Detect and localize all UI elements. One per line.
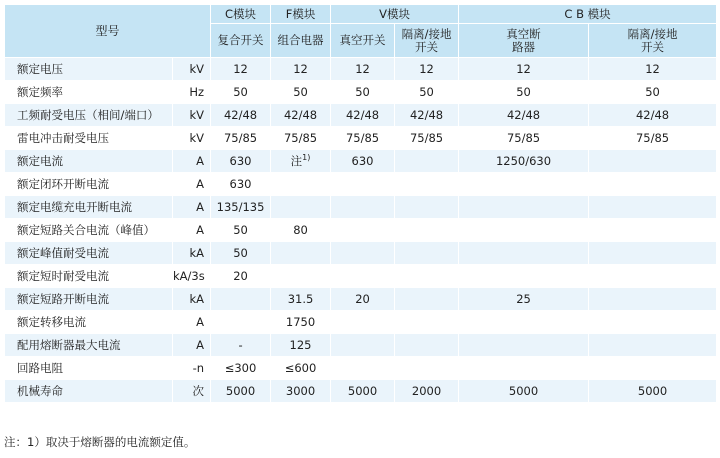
table-cell xyxy=(331,357,395,380)
unit-label: kV xyxy=(173,127,211,150)
unit-label: 次 xyxy=(173,380,211,403)
table-cell xyxy=(271,173,331,196)
table-cell xyxy=(589,311,717,334)
table-cell: 42/48 xyxy=(211,104,271,127)
unit-label: -n xyxy=(173,357,211,380)
table-cell xyxy=(271,196,331,219)
param-label: 工频耐受电压（相间/端口） xyxy=(5,104,173,127)
table-cell: 12 xyxy=(459,58,589,81)
table-cell xyxy=(459,242,589,265)
table-cell xyxy=(589,288,717,311)
table-cell xyxy=(331,196,395,219)
table-cell: 1750 xyxy=(271,311,331,334)
table-cell xyxy=(589,150,717,173)
table-body xyxy=(5,58,717,403)
table-cell xyxy=(331,334,395,357)
unit-label: kA xyxy=(173,242,211,265)
table-row xyxy=(5,127,717,150)
table-cell xyxy=(211,311,271,334)
table-cell: - xyxy=(211,334,271,357)
table-cell: 42/48 xyxy=(395,104,459,127)
unit-label: A xyxy=(173,196,211,219)
table-cell xyxy=(589,357,717,380)
table-cell xyxy=(589,196,717,219)
table-cell xyxy=(271,150,331,173)
footnote-marker: 1) xyxy=(302,153,311,163)
table-cell xyxy=(331,311,395,334)
table-cell xyxy=(395,196,459,219)
table-cell: 12 xyxy=(271,58,331,81)
param-label: 回路电阻 xyxy=(5,357,173,380)
table-cell xyxy=(395,242,459,265)
param-label: 机械寿命 xyxy=(5,380,173,403)
table-cell xyxy=(331,173,395,196)
cell-note: 注 xyxy=(290,154,303,168)
table-cell: 42/48 xyxy=(459,104,589,127)
table-row xyxy=(5,242,717,265)
unit-label: kA xyxy=(173,288,211,311)
table-cell: 12 xyxy=(395,58,459,81)
param-label: 配用熔断器最大电流 xyxy=(5,334,173,357)
table-row xyxy=(5,311,717,334)
table-cell: 50 xyxy=(211,219,271,242)
table-cell: ≤300 xyxy=(211,357,271,380)
table-cell: 31.5 xyxy=(271,288,331,311)
table-row xyxy=(5,104,717,127)
unit-label: Hz xyxy=(173,81,211,104)
table-cell xyxy=(589,173,717,196)
param-label: 额定短路开断电流 xyxy=(5,288,173,311)
table-cell: 80 xyxy=(271,219,331,242)
param-label: 雷电冲击耐受电压 xyxy=(5,127,173,150)
table-cell xyxy=(271,242,331,265)
table-cell: 50 xyxy=(271,81,331,104)
table-cell xyxy=(459,265,589,288)
table-cell xyxy=(395,265,459,288)
table-cell: 75/85 xyxy=(331,127,395,150)
table-cell: 1250/630 xyxy=(459,150,589,173)
table-cell: 12 xyxy=(331,58,395,81)
unit-label: A xyxy=(173,150,211,173)
table-cell: 5000 xyxy=(211,380,271,403)
footnote: 注：1）取决于熔断器的电流额定值。 xyxy=(4,435,196,449)
table-cell: 50 xyxy=(331,81,395,104)
table-cell: 75/85 xyxy=(589,127,717,150)
table-cell xyxy=(395,357,459,380)
table-cell xyxy=(459,357,589,380)
table-cell xyxy=(331,242,395,265)
unit-label: A xyxy=(173,173,211,196)
table-cell xyxy=(395,150,459,173)
table-cell xyxy=(459,173,589,196)
header-sub-1: 组合电器 xyxy=(271,24,331,58)
table-cell: 50 xyxy=(395,81,459,104)
table-cell: 75/85 xyxy=(459,127,589,150)
unit-label: kV xyxy=(173,104,211,127)
table-cell: 12 xyxy=(211,58,271,81)
header-sub-5: 隔离/接地 开关 xyxy=(589,24,717,58)
table-cell: 50 xyxy=(589,81,717,104)
unit-label: kA/3s xyxy=(173,265,211,288)
header-sub-2: 真空开关 xyxy=(331,24,395,58)
table-cell xyxy=(459,196,589,219)
table-cell xyxy=(589,219,717,242)
table-row xyxy=(5,150,717,173)
table-cell: 50 xyxy=(211,242,271,265)
table-cell: 25 xyxy=(459,288,589,311)
table-cell: ≤600 xyxy=(271,357,331,380)
unit-label: A xyxy=(173,311,211,334)
table-cell: 630 xyxy=(211,150,271,173)
header-group-f: F模块 xyxy=(271,5,331,24)
table-cell xyxy=(459,219,589,242)
table-row xyxy=(5,219,717,242)
table-cell: 125 xyxy=(271,334,331,357)
table-cell xyxy=(395,288,459,311)
table-cell: 3000 xyxy=(271,380,331,403)
unit-label: A xyxy=(173,334,211,357)
table-cell: 75/85 xyxy=(271,127,331,150)
table-cell xyxy=(331,219,395,242)
table-cell xyxy=(589,334,717,357)
param-label: 额定电缆充电开断电流 xyxy=(5,196,173,219)
table-row xyxy=(5,357,717,380)
table-row xyxy=(5,58,717,81)
table-cell: 135/135 xyxy=(211,196,271,219)
header-group-v: V模块 xyxy=(331,5,459,24)
table-row xyxy=(5,196,717,219)
table-cell: 42/48 xyxy=(589,104,717,127)
table-row xyxy=(5,380,717,403)
table-cell: 2000 xyxy=(395,380,459,403)
header-sub-3: 隔离/接地 开关 xyxy=(395,24,459,58)
unit-label: A xyxy=(173,219,211,242)
table-cell: 50 xyxy=(211,81,271,104)
table-cell xyxy=(331,265,395,288)
table-header xyxy=(5,5,717,58)
table-cell: 75/85 xyxy=(395,127,459,150)
table-cell: 42/48 xyxy=(271,104,331,127)
table-row xyxy=(5,334,717,357)
unit-label: kV xyxy=(173,58,211,81)
param-label: 额定电流 xyxy=(5,150,173,173)
table-cell: 630 xyxy=(211,173,271,196)
table-cell: 50 xyxy=(459,81,589,104)
table-row xyxy=(5,265,717,288)
table-cell xyxy=(395,173,459,196)
table-cell: 630 xyxy=(331,150,395,173)
table-cell: 12 xyxy=(589,58,717,81)
param-label: 额定峰值耐受电流 xyxy=(5,242,173,265)
table-cell xyxy=(395,219,459,242)
table-cell xyxy=(395,334,459,357)
table-row xyxy=(5,288,717,311)
header-sub-0: 复合开关 xyxy=(211,24,271,58)
table-cell: 42/48 xyxy=(331,104,395,127)
header-sub-4: 真空断 路器 xyxy=(459,24,589,58)
table-cell xyxy=(459,334,589,357)
header-group-c: C模块 xyxy=(211,5,271,24)
param-label: 额定电压 xyxy=(5,58,173,81)
table-row xyxy=(5,173,717,196)
table-cell: 5000 xyxy=(589,380,717,403)
param-label: 额定频率 xyxy=(5,81,173,104)
table-cell xyxy=(589,265,717,288)
spec-table xyxy=(4,4,717,403)
table-cell: 5000 xyxy=(459,380,589,403)
table-cell xyxy=(211,288,271,311)
table-row xyxy=(5,81,717,104)
table-cell xyxy=(459,311,589,334)
table-cell: 20 xyxy=(211,265,271,288)
table-cell xyxy=(589,242,717,265)
param-label: 额定转移电流 xyxy=(5,311,173,334)
table-cell xyxy=(271,265,331,288)
table-cell xyxy=(395,311,459,334)
table-cell: 20 xyxy=(331,288,395,311)
param-label: 额定短时耐受电流 xyxy=(5,265,173,288)
table-cell: 75/85 xyxy=(211,127,271,150)
param-label: 额定短路关合电流（峰值） xyxy=(5,219,173,242)
header-model: 型号 xyxy=(5,5,211,58)
header-group-cb: C B 模块 xyxy=(459,5,717,24)
table-cell: 5000 xyxy=(331,380,395,403)
param-label: 额定闭环开断电流 xyxy=(5,173,173,196)
